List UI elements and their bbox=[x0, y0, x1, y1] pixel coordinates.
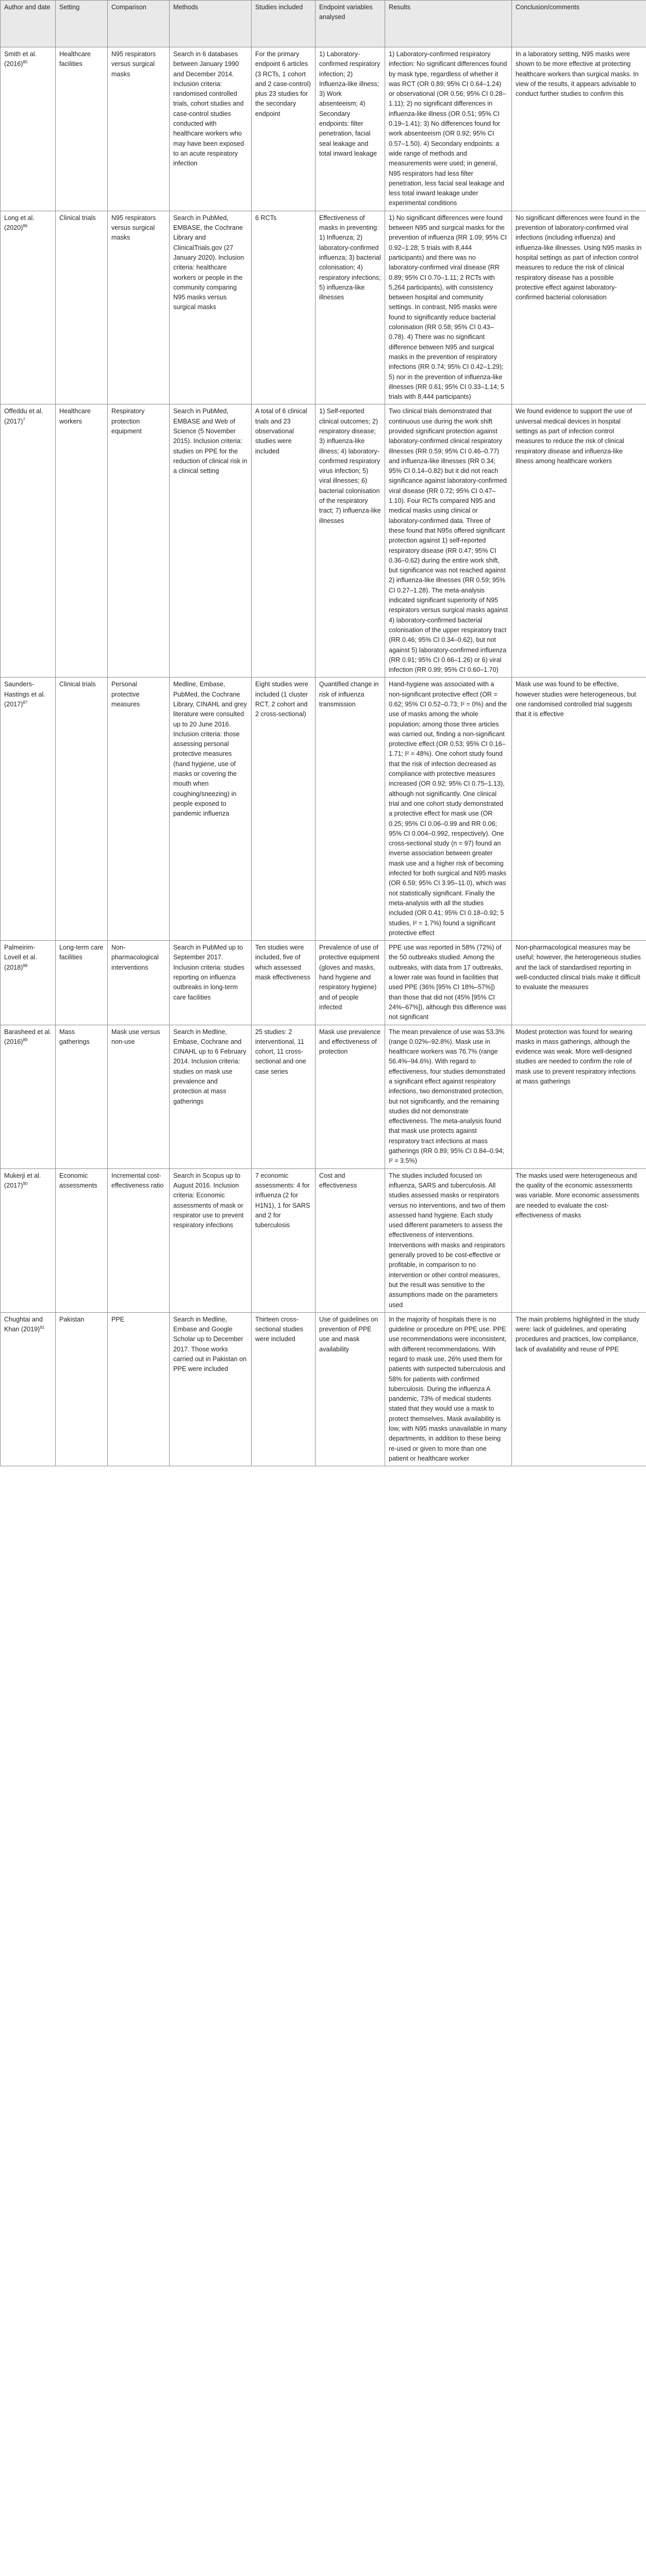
cell-studies: Eight studies were included (1 cluster RCT, 2 cohort and 2 cross-sectional) bbox=[252, 677, 316, 941]
cell-conclusion: Modest protection was found for wearing masks in mass gatherings, although the evidence was weak. More well-designed studies are needed to confirm the role of mask use to prevent respiratory infections at mass gatherings bbox=[512, 1025, 646, 1168]
header-methods: Methods bbox=[170, 1, 252, 47]
reference-number: 90 bbox=[23, 1181, 28, 1186]
table-row bbox=[1, 1168, 646, 1312]
cell-comparison: PPE bbox=[108, 1312, 170, 1466]
cell-studies: 7 economic assessments: 4 for influenza (2 for H1N1), 1 for SARS and 2 for tuberculosis bbox=[252, 1168, 316, 1312]
table-row bbox=[1, 404, 646, 677]
cell-author bbox=[1, 1025, 56, 1168]
header-results: Results bbox=[385, 1, 512, 47]
author-text: Saunders-Hastings et al. (2017) bbox=[4, 681, 45, 708]
cell-results: 1) No significant differences were found between N95 and surgical masks for the prevention of influenza (RR 1.09; 95% CI 0.92–1.28; 5 trials with 8,444 participants) and there was no laboratory-confirmed viral disease (RR 0.89; 95% CI 0.70–1.11; 2 RCTs with 5,264 participants), with consistency between hospital and community settings. In contrast, N95 masks were found to significantly reduce bacterial colonisation (RR 0.58; 95% CI 0.43–0.78). 4) There was no significant difference between N95 and surgical masks in the prevention of respiratory infections (RR 0.74; 95% CI 0.42–1.29); 5) nor in the prevention of influenza-like illnesses (RR 0.61; 95% CI 0.33–1.14; 5 trials with 8,444 participants) bbox=[385, 211, 512, 404]
header-studies: Studies included bbox=[252, 1, 316, 47]
reference-number: 7 bbox=[23, 417, 25, 422]
cell-comparison: Mask use versus non-use bbox=[108, 1025, 170, 1168]
author-text: Palmeirim-Lovell et al. (2018) bbox=[4, 944, 37, 971]
cell-results: The studies included focused on influenza, SARS and tuberculosis. All studies assessed masks or respirators versus no interventions, and two of them assessed hand hygiene. Each study used different parameters to assess the effectiveness of interventions. Interventions with masks and respirators generally proved to be cost-effective or profitable, in comparison to no intervention or other control measures, but the result was sensitive to the assumptions made on the parameters used bbox=[385, 1168, 512, 1312]
table-row bbox=[1, 677, 646, 941]
header-setting: Setting bbox=[56, 1, 108, 47]
author-text: Smith et al. (2016) bbox=[4, 50, 37, 68]
cell-comparison: Incremental cost-effectiveness ratio bbox=[108, 1168, 170, 1312]
cell-setting: Economic assessments bbox=[56, 1168, 108, 1312]
reference-number: 91 bbox=[40, 1325, 45, 1330]
cell-comparison: Personal protective measures bbox=[108, 677, 170, 941]
reference-number: 89 bbox=[23, 1037, 28, 1042]
reference-number: 85 bbox=[23, 60, 28, 65]
cell-comparison: N95 respirators versus surgical masks bbox=[108, 47, 170, 211]
cell-conclusion: The main problems highlighted in the study were: lack of guidelines, and operating procedures and practices, low compliance, lack of availability and reuse of PPE bbox=[512, 1312, 646, 1466]
cell-conclusion: No significant differences were found in the prevention of laboratory-confirmed viral infections (including influenza) and influenza-like illnesses. Using N95 masks in hospital settings as part of infection control measures to reduce the risk of clinical respiratory disease has a possible protective effect against laboratory-confirmed bacterial colonisation bbox=[512, 211, 646, 404]
cell-comparison: N95 respirators versus surgical masks bbox=[108, 211, 170, 404]
cell-studies: 25 studies: 2 interventional, 11 cohort, 11 cross-sectional and one case series bbox=[252, 1025, 316, 1168]
cell-studies: Ten studies were included, five of which assessed mask effectiveness bbox=[252, 941, 316, 1025]
table-row bbox=[1, 941, 646, 1025]
cell-author bbox=[1, 677, 56, 941]
table-row bbox=[1, 47, 646, 211]
cell-endpoints: Cost and effectiveness bbox=[316, 1168, 385, 1312]
cell-endpoints: Use of guidelines on prevention of PPE use and mask availability bbox=[316, 1312, 385, 1466]
cell-comparison: Non-pharmacological interventions bbox=[108, 941, 170, 1025]
cell-setting: Healthcare workers bbox=[56, 404, 108, 677]
cell-results: In the majority of hospitals there is no guideline or procedure on PPE use. PPE use recommendations were inconsistent, with different recommendations. With regard to mask use, 26% used them for patients with suspected tuberculosis and 58% for patients with confirmed tuberculosis. During the influenza A pandemic, 73% of medical students stated that they would use a mask to protect themselves. Mask availability is low, with N95 masks unavailable in many departments, in addition to these being re-used or given to more than one patient or healthcare worker bbox=[385, 1312, 512, 1466]
cell-methods: Search in PubMed, EMBASE, the Cochrane Library and ClinicalTrials.gov (27 January 2020). Inclusion criteria: healthcare workers or people in the community comparing N95 masks versus surgical masks bbox=[170, 211, 252, 404]
cell-author bbox=[1, 404, 56, 677]
cell-methods: Search in PubMed up to September 2017. Inclusion criteria: studies reporting on influenza outbreaks in long-term care facilities bbox=[170, 941, 252, 1025]
cell-setting: Clinical trials bbox=[56, 211, 108, 404]
cell-methods: Medline, Embase, PubMed, the Cochrane Library, CINAHL and grey literature were consulted up to 20 June 2016. Inclusion criteria: those assessing personal protective measures (hand hygiene, use of masks or covering the mouth when coughing/sneezing) in people exposed to pandemic influenza bbox=[170, 677, 252, 941]
reference-number: 86 bbox=[23, 223, 28, 228]
cell-setting: Mass gatherings bbox=[56, 1025, 108, 1168]
table-row bbox=[1, 1025, 646, 1168]
cell-methods: Search in PubMed, EMBASE and Web of Science (5 November 2015). Inclusion criteria: studies on PPE for the reduction of clinical risk in a clinical setting bbox=[170, 404, 252, 677]
cell-conclusion: Mask use was found to be effective, however studies were heterogeneous, but one randomised controlled trial suggests that it is effective bbox=[512, 677, 646, 941]
cell-author bbox=[1, 1168, 56, 1312]
author-text: Barasheed et al. (2016) bbox=[4, 1028, 52, 1045]
header-endpoints: Endpoint variables analysed bbox=[316, 1, 385, 47]
author-text: Chughtai and Khan (2019) bbox=[4, 1315, 43, 1333]
table-header bbox=[1, 1, 646, 47]
reference-number: 87 bbox=[23, 700, 28, 705]
cell-conclusion: In a laboratory setting, N95 masks were shown to be more effective at protecting healthcare workers than surgical masks. In view of the results, it appears advisable to conduct further studies to confirm this bbox=[512, 47, 646, 211]
cell-setting: Healthcare facilities bbox=[56, 47, 108, 211]
cell-author bbox=[1, 47, 56, 211]
cell-author bbox=[1, 941, 56, 1025]
cell-setting: Pakistan bbox=[56, 1312, 108, 1466]
cell-methods: Search in Medline, Embase and Google Scholar up to December 2017. Those works carried out in Pakistan on PPE were included bbox=[170, 1312, 252, 1466]
cell-results: PPE use was reported in 58% (72%) of the 50 outbreaks studied. Among the outbreaks, with data from 17 outbreaks, a lower rate was found in facilities that used PPE (36% [95% CI 18%–57%]) than those that did not (45% [95% CI 24%–67%]), although this difference was not significant bbox=[385, 941, 512, 1025]
cell-conclusion: The masks used were heterogeneous and the quality of the economic assessments was variable. More economic assessments are needed to evaluate the cost-effectiveness of masks bbox=[512, 1168, 646, 1312]
cell-author bbox=[1, 211, 56, 404]
table-row bbox=[1, 1312, 646, 1466]
cell-setting: Clinical trials bbox=[56, 677, 108, 941]
cell-studies: Thirteen cross-sectional studies were included bbox=[252, 1312, 316, 1466]
cell-results: Two clinical trials demonstrated that continuous use during the work shift provided significant protection against laboratory-confirmed clinical respiratory illnesses (RR 0.59; 95% CI 0.46–0.77) and influenza-like illnesses (RR 0.34; 95% CI 0.14–0.82) but it did not reach significance against laboratory-confirmed viral disease (RR 0.72; 95% CI 0.47–1.10). Four RCTs compared N95 and medical masks using clinical or laboratory-confirmed data. Three of these found that N95s offered significant protection against 1) self-reported respiratory disease (RR 0.47; 95% CI 0.36–0.62) during the entire work shift, but significance was not reached against 2) influenza-like illnesses (RR 0.59; 95% CI 0.27–1.28). The meta-analysis indicated significant superiority of N95 respirators versus surgical masks against 4) laboratory-confirmed bacterial colonisation of the upper respiratory tract (RR 0.46; 95% CI 0.34–0.62), but not against 5) laboratory-confirmed influenza (RR 0.91; 95% CI 0.66–1.26) or 6) viral infection (RR 0.99; 95% CI 0.60–1.70) bbox=[385, 404, 512, 677]
author-text: Offeddu et al. (2017) bbox=[4, 408, 43, 425]
cell-endpoints: Prevalence of use of protective equipment (gloves and masks, hand hygiene and respiratory hygiene) and of people infected bbox=[316, 941, 385, 1025]
cell-endpoints: Quantified change in risk of influenza transmission bbox=[316, 677, 385, 941]
cell-results: The mean prevalence of use was 53.3% (range 0.02%–92.8%). Mask use in healthcare workers was 76.7% (range 56.4%–94.6%). With regard to effectiveness, four studies demonstrated a significant effect against respiratory infections, two demonstrated protection, but not significantly, and the remaining studies did not demonstrate effectiveness. The meta-analysis found that mask use protects against respiratory tract infections at mass gatherings (RR 0.89; 95% CI 0.84–0.94; I² = 3.5%) bbox=[385, 1025, 512, 1168]
cell-methods: Search in Scopus up to August 2016. Inclusion criteria: Economic assessments of mask or respirator use to prevent respiratory infections bbox=[170, 1168, 252, 1312]
cell-studies: 6 RCTs bbox=[252, 211, 316, 404]
cell-conclusion: We found evidence to support the use of universal medical devices in hospital settings as part of infection control measures to reduce the risk of clinical respiratory disease and influenza-like illness among healthcare workers bbox=[512, 404, 646, 677]
cell-setting: Long-term care facilities bbox=[56, 941, 108, 1025]
cell-endpoints: 1) Self-reported clinical outcomes; 2) respiratory disease; 3) influenza-like illness; 4) laboratory-confirmed respiratory virus infection; 5) viral illnesses; 6) bacterial colonisation of the respiratory tract; 7) influenza-like illnesses bbox=[316, 404, 385, 677]
cell-results: Hand-hygiene was associated with a non-significant protective effect (OR = 0.62; 95% CI 0.52–0.73; I² = 0%) and the use of masks among the whole population; among those three articles was carried out, finding a non-significant protective effect (OR 0.53; 95% CI 0.16–1.71; I² = 48%). One cohort study found that the risk of infection decreased as compliance with protective measures increased (OR 0.92; 95% CI 0.75–1.13), although not significantly. One clinical trial and one cohort study demonstrated a protective effect for mask use (OR 0.25; 95% CI 0.06–0.99 and RR 0.06; 95% CI 0.004–0.992, respectively). One cross-sectional study (n = 97) found an inverse association between greater mask use and a higher risk of becoming infected for both surgical and N95 masks (OR 6.59; 95% CI 3.95–11.0), which was not statistically significant. Finally the meta-analysis with all the studies included (OR 0.41; 95% CI 0.18–0.92; 5 studies, I² = 1.7%) found a significant protective effect bbox=[385, 677, 512, 941]
header-author: Author and date bbox=[1, 1, 56, 47]
table-body bbox=[1, 47, 646, 1466]
author-text: Long et al. (2020) bbox=[4, 214, 35, 232]
cell-author bbox=[1, 1312, 56, 1466]
cell-endpoints: 1) Laboratory-confirmed respiratory infection; 2) Influenza-like illness; 3) Work absenteeism; 4) Secondary endpoints: filter penetration, facial seal leakage and total inward leakage bbox=[316, 47, 385, 211]
cell-methods: Search in Medline, Embase, Cochrane and CINAHL up to 6 February 2014. Inclusion criteria: studies on mask use prevalence and protection at mass gatherings bbox=[170, 1025, 252, 1168]
header-conclusion: Conclusion/comments bbox=[512, 1, 646, 47]
cell-endpoints: Effectiveness of masks in preventing: 1) Influenza; 2) laboratory-confirmed influenza; 3) bacterial colonisation; 4) respiratory infections; 5) influenza-like illnesses bbox=[316, 211, 385, 404]
cell-results: 1) Laboratory-confirmed respiratory infection: No significant differences found by mask type, regardless of whether it was RCT (OR 0.89; 95% CI 0.64–1.24) or observational (OR 0.56; 95% CI 0.28–1.11); 2) no significant differences in influenza-like illness (OR 0.51; 95% CI 0.19–1.41); 3) No differences found for work absenteeism (OR 0.92; 95% CI 0.57–1.50). 4) Secondary endpoints: a wide range of methods and measurements were used; in general, N95 respirators had less filter penetration, less facial seal leakage and less total inward leakage under experimental conditions bbox=[385, 47, 512, 211]
cell-comparison: Respiratory protection equipment bbox=[108, 404, 170, 677]
header-row bbox=[1, 1, 646, 47]
cell-studies: A total of 6 clinical trials and 23 observational studies were included bbox=[252, 404, 316, 677]
reference-number: 88 bbox=[23, 963, 28, 968]
author-text: Mukerji et al. (2017) bbox=[4, 1172, 41, 1189]
cell-endpoints: Mask use prevalence and effectiveness of protection bbox=[316, 1025, 385, 1168]
header-comparison: Comparison bbox=[108, 1, 170, 47]
cell-methods: Search in 6 databases between January 1990 and December 2014. Inclusion criteria: randomised controlled trials, cohort studies and case-control studies conducted with healthcare workers who may have been exposed to an acute respiratory infection bbox=[170, 47, 252, 211]
cell-studies: For the primary endpoint 6 articles (3 RCTs, 1 cohort and 2 case-control) plus 23 studies for the secondary endpoint bbox=[252, 47, 316, 211]
cell-conclusion: Non-pharmacological measures may be useful; however, the heterogeneous studies and the lack of standardised reporting in well-conducted clinical trials make it difficult to evaluate the measures bbox=[512, 941, 646, 1025]
table-row bbox=[1, 211, 646, 404]
